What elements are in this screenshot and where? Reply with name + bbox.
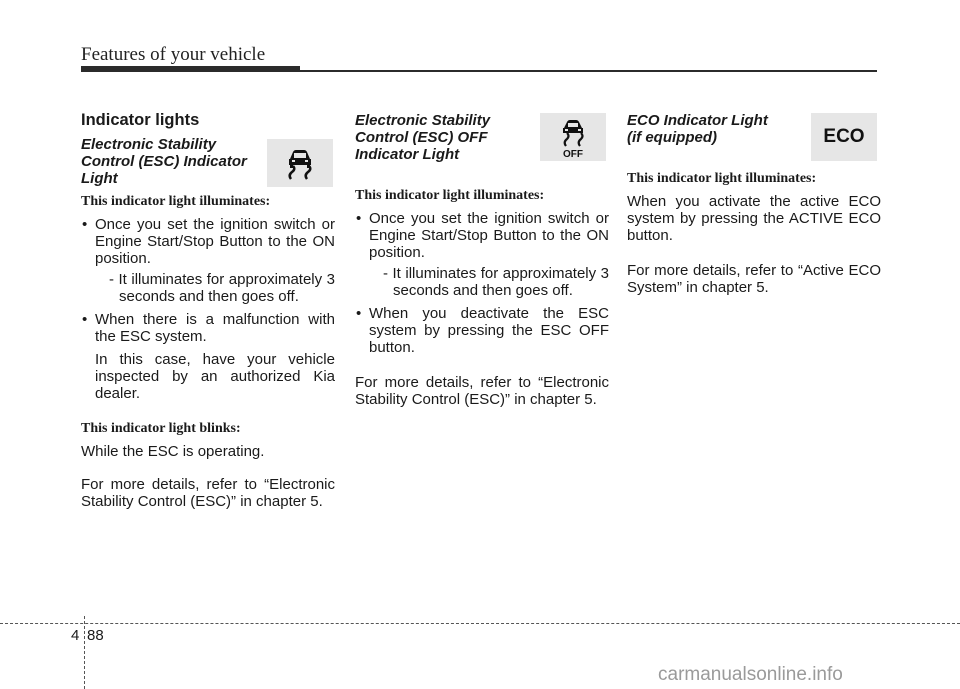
list-item: • Once you set the ignition switch or Engine Start/Stop Button to the ON position. - It illuminates for approximately 3 seconds and then goes off. [355,210,609,299]
esc-off-icon-label: OFF [563,149,583,159]
list-item-sub: - It illuminates for approximately 3 seconds and then goes off. [109,271,335,305]
more-details-text: For more details, refer to “Electronic Stability Control (ESC)” in chapter 5. [81,476,335,510]
list-item: • When there is a malfunction with the ESC system. In this case, have your vehicle inspected by an authorized Kia dealer. [81,311,335,402]
list-item: • When you deactivate the ESC system by pressing the ESC OFF button. [355,305,609,356]
page-header-title: Features of your vehicle [81,44,266,65]
list-item-sub: - It illuminates for approximately 3 seconds and then goes off. [383,265,609,299]
illuminates-label: This indicator light illuminates: [355,188,545,203]
footer-divider [84,616,85,689]
illuminates-label: This indicator light illuminates: [81,194,271,209]
esc-off-illuminates-list [355,210,609,356]
esc-indicator-heading: Electronic Stability Control (ESC) Indicator Light [81,136,247,187]
eco-indicator-icon [811,113,877,161]
esc-off-indicator-heading: Electronic Stability Control (ESC) OFF Indicator Light [355,112,491,163]
more-details-text: For more details, refer to “Active ECO System” in chapter 5. [627,262,881,296]
header-rule-thick [81,66,300,72]
blinks-text: While the ESC is operating. [81,443,265,460]
page-number: 88 [87,627,104,644]
chapter-number: 4 [71,627,80,644]
list-item-note: In this case, have your vehicle inspected by an authorized Kia dealer. [95,351,335,402]
eco-indicator-heading: ECO Indicator Light (if equipped) [627,112,768,146]
illuminates-label: This indicator light illuminates: [627,171,817,186]
list-item: • Once you set the ignition switch or Engine Start/Stop Button to the ON position. - It illuminates for approximately 3 seconds and then goes off. [81,216,335,305]
section-title: Indicator lights [81,111,200,129]
header-rule-thin [300,70,877,72]
watermark: carmanualsonline.info [658,664,843,685]
eco-text: When you activate the active ECO system by pressing the ACTIVE ECO button. [627,193,881,244]
footer-rule [0,623,960,624]
esc-off-indicator-icon [540,113,606,161]
more-details-text: For more details, refer to “Electronic Stability Control (ESC)” in chapter 5. [355,374,609,408]
eco-icon-label: ECO [823,126,865,147]
esc-illuminates-list [81,216,335,402]
blinks-label: This indicator light blinks: [81,421,241,436]
esc-indicator-icon [267,139,333,187]
